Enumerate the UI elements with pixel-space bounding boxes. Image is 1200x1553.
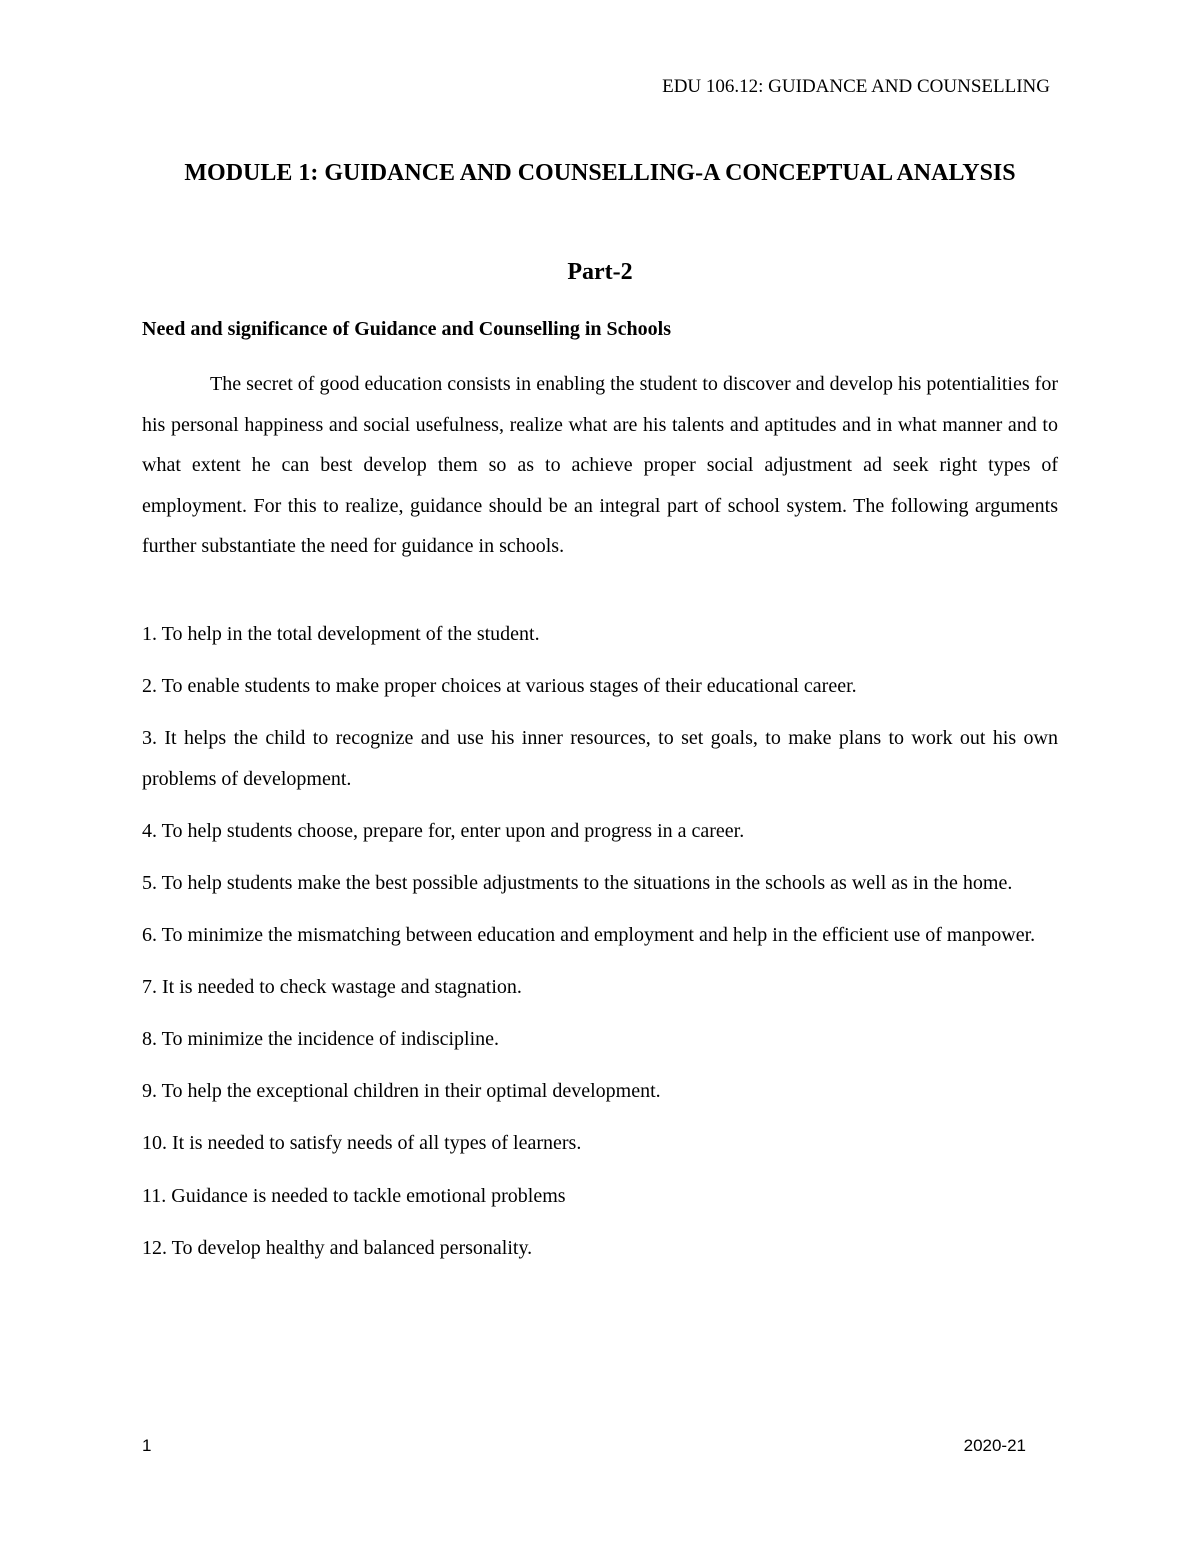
intro-paragraph: The secret of good education consists in enabling the student to discover and develop his potentialities for his personal happiness and social usefulness, realize what are his talents and aptitudes and in what manner and to what extent he can best develop them so as to achieve proper social adjustment ad seek right types of employment. For this to realize, guidance should be an integral part of school system. The following arguments further substantiate the need for guidance in schools. xyxy=(142,373,1058,558)
part-label: Part-2 xyxy=(567,259,633,285)
list-item: 9. To help the exceptional children in their optimal development. xyxy=(142,1080,661,1103)
footer-year: 2020-21 xyxy=(963,1436,1026,1455)
list-item: 6. To minimize the mismatching between education and employment and help in the efficient use of manpower. xyxy=(142,924,1036,947)
list-item: 10. It is needed to satisfy needs of all types of learners. xyxy=(142,1132,582,1155)
list-item: 1. To help in the total development of the student. xyxy=(142,623,540,645)
list-item: 4. To help students choose, prepare for, enter upon and progress in a career. xyxy=(142,819,745,842)
page-number: 1 xyxy=(142,1436,152,1455)
list-item: 7. It is needed to check wastage and stagnation. xyxy=(142,976,522,999)
points-list xyxy=(142,614,1058,1280)
section-heading: Need and significance of Guidance and Counselling in Schools xyxy=(142,318,671,340)
list-item: 12. To develop healthy and balanced personality. xyxy=(142,1236,533,1259)
list-item: 5. To help students make the best possible adjustments to the situations in the schools as well as in the home. xyxy=(142,871,1013,894)
list-item: 11. Guidance is needed to tackle emotional problems xyxy=(142,1184,566,1207)
list-item: 2. To enable students to make proper choices at various stages of their educational career. xyxy=(142,675,857,698)
list-item: 3. It helps the child to recognize and use his inner resources, to set goals, to make plans to work out his own problems of development. xyxy=(142,727,1058,790)
module-title: MODULE 1: GUIDANCE AND COUNSELLING-A CONCEPTUAL ANALYSIS xyxy=(184,160,1016,186)
list-item: 8. To minimize the incidence of indiscipline. xyxy=(142,1028,500,1051)
page-header: EDU 106.12: GUIDANCE AND COUNSELLING xyxy=(662,76,1050,97)
